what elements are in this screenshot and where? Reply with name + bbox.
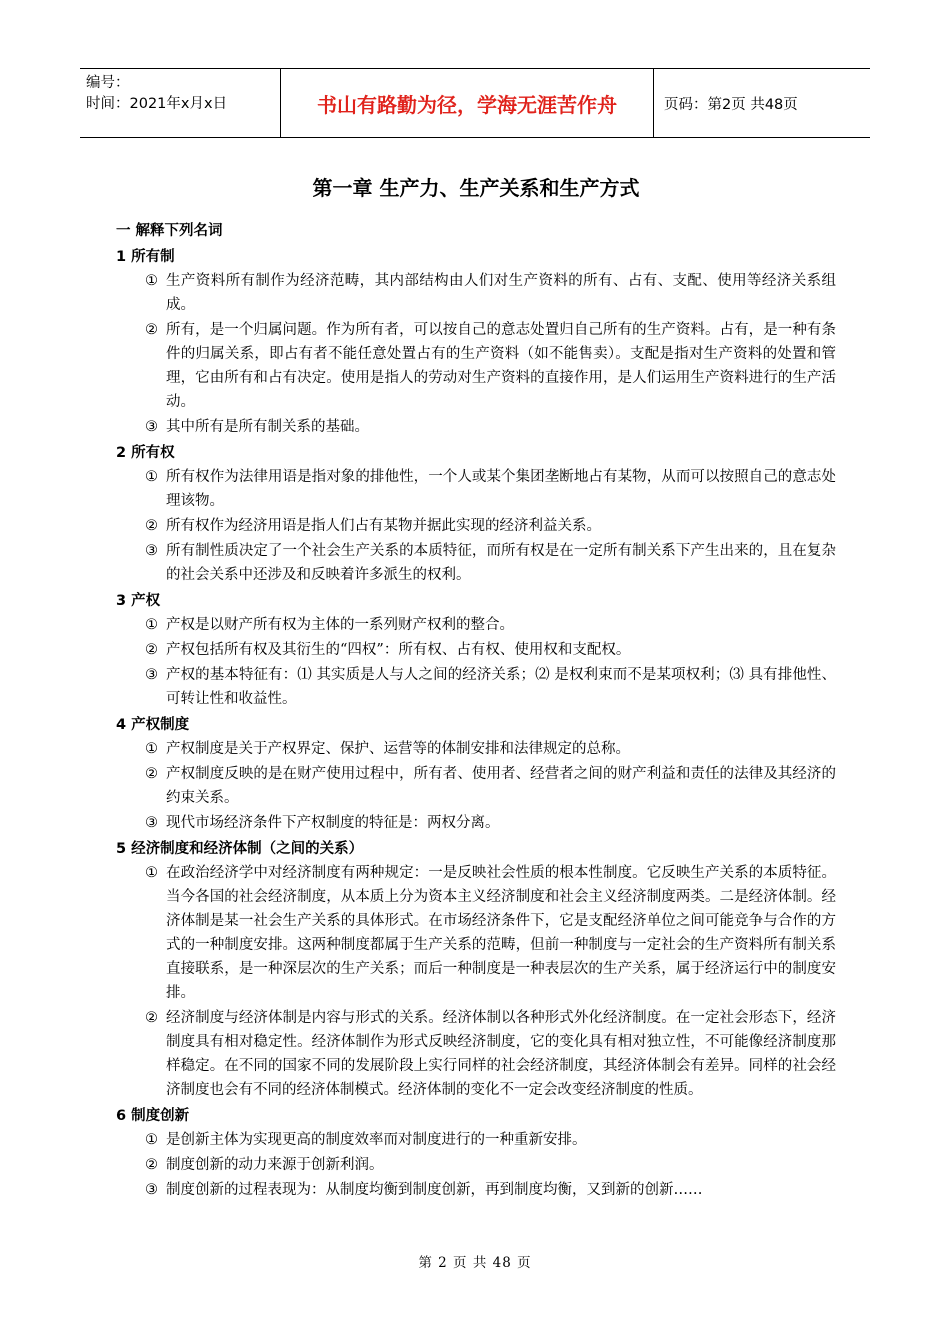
item-number: ① — [145, 865, 158, 881]
item-text: 产权包括所有权及其衍生的“四权”：所有权、占有权、使用权和支配权。 — [166, 642, 631, 658]
list-item — [116, 465, 836, 513]
item-text: 所有制性质决定了一个社会生产关系的本质特征，而所有权是在一定所有制关系下产生出来的，且在复杂的社会关系中还涉及和反映着许多派生的权利。 — [166, 543, 836, 583]
page-footer: 第 2 页 共 48 页 — [418, 1255, 532, 1271]
item-text: 所有权作为经济用语是指人们占有某物并据此实现的经济利益关系。 — [166, 518, 601, 534]
item-number: ② — [145, 1010, 158, 1026]
item-text: 在政治经济学中对经济制度有两种规定：一是反映社会性质的根本性制度。它反映生产关系的本质特征。当今各国的社会经济制度，从本质上分为资本主义经济制度和社会主义经济制度两类。二是经济体制。经济体制是某一社会生产关系的具体形式。在市场经济条件下，它是支配经济单位之间可能竞争与合作的方式的一种制度安排。这两种制度都属于生产关系的范畴，但前一种制度与一定社会的生产资料所有制关系直接联系，是一种深层次的生产关系；而后一种制度是一种表层次的生产关系，属于经济运行中的制度安排。 — [166, 865, 836, 1001]
list-item — [116, 1178, 836, 1202]
item-number: ③ — [145, 1182, 158, 1198]
chapter-title: 第一章 生产力、生产关系和生产方式 — [312, 176, 640, 200]
item-text: 生产资料所有制作为经济范畴，其内部结构由人们对生产资料的所有、占有、支配、使用等经济关系组成。 — [166, 273, 836, 313]
list-item — [116, 514, 836, 538]
section-heading: 5 经济制度和经济体制（之间的关系） — [116, 841, 364, 857]
item-number: ① — [145, 273, 158, 289]
list-item — [116, 663, 836, 711]
item-number: ③ — [145, 419, 158, 435]
list-item — [116, 737, 836, 761]
document-body — [116, 168, 836, 1203]
code-label: 编号： — [86, 75, 130, 91]
sections-container — [116, 245, 836, 1202]
list-item — [116, 269, 836, 317]
list-item — [116, 1128, 836, 1152]
list-item — [116, 811, 836, 835]
item-text: 制度创新的过程表现为：从制度均衡到制度创新，再到制度均衡，又到新的创新…… — [166, 1182, 703, 1198]
list-item — [116, 613, 836, 637]
section-heading: 4 产权制度 — [116, 717, 190, 733]
page-header — [80, 68, 870, 138]
item-number: ② — [145, 322, 158, 338]
item-text: 经济制度与经济体制是内容与形式的关系。经济体制以各种形式外化经济制度。在一定社会形态下，经济制度具有相对稳定性。经济体制作为形式反映经济制度，它的变化具有相对独立性，不可能像经济制度那样稳定。在不同的国家不同的发展阶段上实行同样的社会经济制度，其经济体制会有差异。同样的社会经济制度也会有不同的经济体制模式。经济体制的变化不一定会改变经济制度的性质。 — [166, 1010, 836, 1098]
item-number: ① — [145, 469, 158, 485]
item-text: 产权的基本特征有：⑴ 其实质是人与人之间的经济关系；⑵ 是权利束而不是某项权利；⑶ 具有排他性、可转让性和收益性。 — [166, 667, 836, 707]
header-page-info: 页码：第2页 共48页 — [664, 96, 798, 113]
list-item — [116, 318, 836, 414]
list-item — [116, 1153, 836, 1177]
section-heading: 2 所有权 — [116, 445, 175, 461]
item-number: ① — [145, 1132, 158, 1148]
item-text: 所有权作为法律用语是指对象的排他性，一个人或某个集团垄断地占有某物，从而可以按照自己的意志处理该物。 — [166, 469, 836, 509]
item-number: ① — [145, 741, 158, 757]
part-heading: 一 解释下列名词 — [116, 223, 223, 239]
item-text: 所有，是一个归属问题。作为所有者，可以按自己的意志处置归自己所有的生产资料。占有，是一种有条件的归属关系，即占有者不能任意处置占有的生产资料（如不能售卖）。支配是指对生产资料的处置和管理，它由所有和占有决定。使用是指人的劳动对生产资料的直接作用，是人们运用生产资料进行的生产活动。 — [166, 322, 836, 410]
item-text: 是创新主体为实现更高的制度效率而对制度进行的一种重新安排。 — [166, 1132, 587, 1148]
list-item — [116, 762, 836, 810]
item-text: 其中所有是所有制关系的基础。 — [166, 419, 369, 435]
header-meta — [80, 69, 280, 137]
item-number: ③ — [145, 667, 158, 683]
time-label: 时间：2021年x月x日 — [86, 96, 228, 112]
list-item — [116, 638, 836, 662]
list-item — [116, 861, 836, 1005]
item-number: ③ — [145, 815, 158, 831]
list-item — [116, 415, 836, 439]
item-number: ② — [145, 766, 158, 782]
item-number: ① — [145, 617, 158, 633]
list-item — [116, 539, 836, 587]
item-number: ② — [145, 642, 158, 658]
section-heading: 1 所有制 — [116, 249, 175, 265]
item-text: 产权制度反映的是在财产使用过程中，所有者、使用者、经营者之间的财产利益和责任的法律及其经济的约束关系。 — [166, 766, 836, 806]
header-motto: 书山有路勤为径，学海无涯苦作舟 — [280, 69, 654, 137]
section-heading: 3 产权 — [116, 593, 161, 609]
list-item — [116, 1006, 836, 1102]
item-text: 现代市场经济条件下产权制度的特征是：两权分离。 — [166, 815, 500, 831]
item-text: 产权是以财产所有权为主体的一系列财产权利的整合。 — [166, 617, 514, 633]
item-number: ③ — [145, 543, 158, 559]
item-number: ② — [145, 1157, 158, 1173]
item-number: ② — [145, 518, 158, 534]
item-text: 制度创新的动力来源于创新利润。 — [166, 1157, 384, 1173]
item-text: 产权制度是关于产权界定、保护、运营等的体制安排和法律规定的总称。 — [166, 741, 630, 757]
section-heading: 6 制度创新 — [116, 1108, 190, 1124]
